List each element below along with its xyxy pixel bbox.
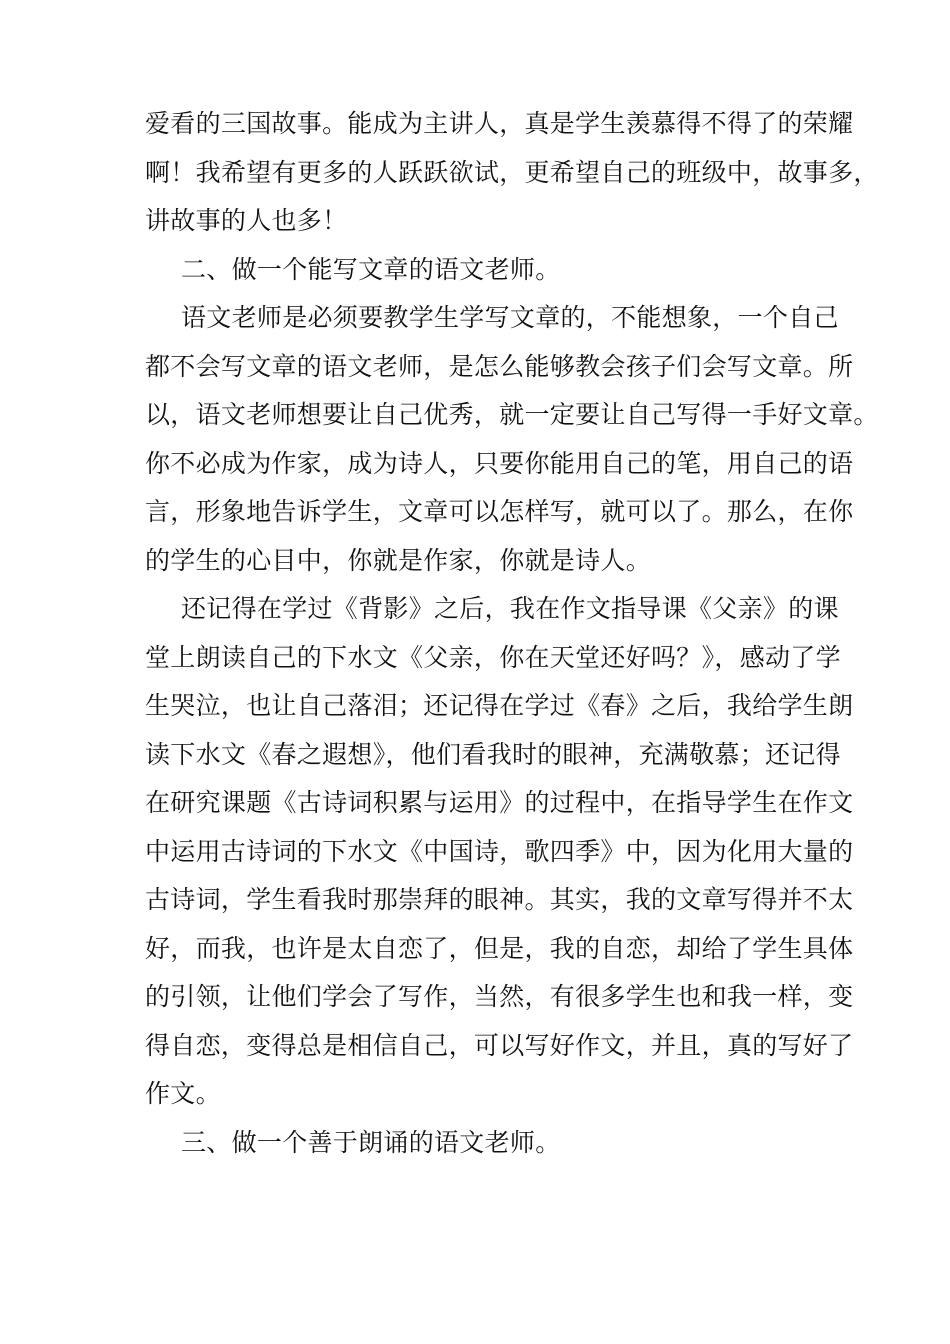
section-heading-3 <box>145 1119 815 1168</box>
text-line: 言，形象地告诉学生，文章可以怎样写，就可以了。那么，在你 <box>145 497 854 526</box>
heading-text: 三、做一个善于朗诵的语文老师。 <box>181 1127 561 1157</box>
text-line: 啊！我希望有更多的人跃跃欲试，更希望自己的班级中，故事多， <box>145 157 879 187</box>
text-line: 古诗词，学生看我时那崇拜的眼神。其实，我的文章写得并不太 <box>145 885 854 914</box>
text-line: 好，而我，也许是太自恋了，但是，我的自恋，却给了学生具体 <box>145 933 854 963</box>
text-line: 讲故事的人也多！ <box>145 206 348 235</box>
paragraph-continued-story <box>145 100 879 246</box>
text-line: 在研究课题《古诗词积累与运用》的过程中，在指导学生在作文 <box>145 788 854 817</box>
text-line: 的引领，让他们学会了写作，当然，有很多学生也和我一样，变 <box>145 982 854 1011</box>
text-line: 得自恋，变得总是相信自己，可以写好作文，并且，真的写好了 <box>145 1030 854 1060</box>
text-line: 还记得在学过《背影》之后，我在作文指导课《父亲》的课 <box>181 594 839 623</box>
paragraph-writing <box>145 294 879 585</box>
text-line: 以，语文老师想要让自己优秀，就一定要让自己写得一手好文章。 <box>145 400 879 429</box>
text-line: 爱看的三国故事。能成为主讲人，真是学生羡慕得不得了的荣耀 <box>145 109 854 138</box>
text-line: 你不必成为作家，成为诗人，只要你能用自己的笔，用自己的语 <box>145 448 854 478</box>
text-line: 语文老师是必须要教学生学写文章的，不能想象，一个自己 <box>181 303 839 332</box>
text-line: 都不会写文章的语文老师，是怎么能够教会孩子们会写文章。所 <box>145 351 854 381</box>
text-line: 中运用古诗词的下水文《中国诗，歌四季》中，因为化用大量的 <box>145 836 854 866</box>
document-page <box>145 100 879 1167</box>
text-line: 读下水文《春之遐想》，他们看我时的眼神，充满敬慕；还记得 <box>145 739 841 769</box>
paragraph-memories <box>145 585 854 1119</box>
text-line: 生哭泣，也让自己落泪；还记得在学过《春》之后，我给学生朗 <box>145 691 854 720</box>
text-line: 堂上朗读自己的下水文《父亲，你在天堂还好吗？》，感动了学 <box>145 642 841 672</box>
section-heading-2 <box>145 246 815 295</box>
text-line: 的学生的心目中，你就是作家，你就是诗人。 <box>145 545 652 575</box>
heading-text: 二、做一个能写文章的语文老师。 <box>181 254 561 284</box>
text-line: 作文。 <box>145 1079 221 1108</box>
